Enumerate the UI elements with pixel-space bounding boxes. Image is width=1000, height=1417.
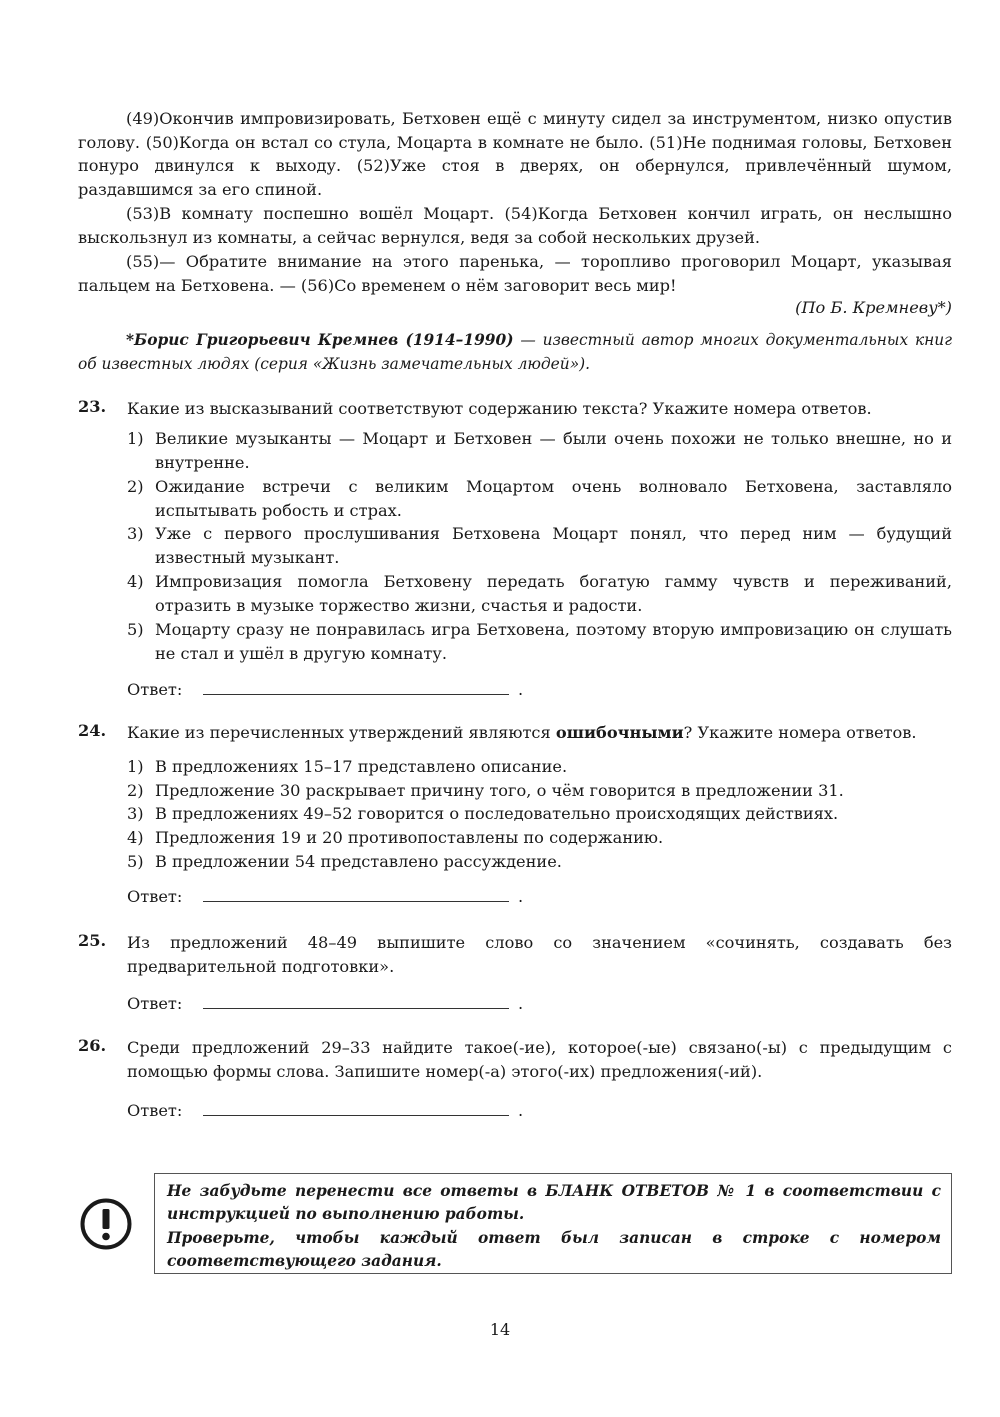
answer-label: Ответ: — [127, 680, 183, 699]
task-23-option-1 — [127, 427, 952, 474]
question-text-end: ? Укажите номера ответов. — [683, 723, 917, 742]
task-24-answer — [127, 883, 523, 906]
answer-label: Ответ: — [127, 887, 183, 906]
exclamation-circle-icon — [79, 1197, 133, 1251]
answer-label: Ответ: — [127, 994, 183, 1013]
option-number: 5) — [127, 620, 144, 639]
task-23-option-5 — [127, 618, 952, 665]
option-text: Ожидание встречи с великим Моцартом очень волновало Бетховена, заставляло испытывать робость и страх. — [155, 477, 952, 520]
task-23-option-4 — [127, 570, 952, 617]
option-number: 4) — [127, 572, 144, 591]
task-24-option-2 — [127, 779, 952, 803]
answer-period: . — [518, 680, 524, 699]
answer-input-line[interactable] — [203, 1097, 509, 1116]
notice-line-1: Не забудьте перенести все ответы в БЛАНК ОТВЕТОВ № 1 в соответствии с инструкцией по выполнению работы. — [167, 1182, 941, 1224]
question-text-start: Какие из перечисленных утверждений являются — [127, 723, 556, 742]
option-number: 4) — [127, 828, 144, 847]
task-23-question: Какие из высказываний соответствуют содержанию текста? Укажите номера ответов. — [127, 399, 872, 418]
footnote-author-name: *Борис Григорьевич Кремнев (1914–1990) — [126, 331, 514, 349]
author-footnote — [78, 329, 952, 376]
task-23-answer — [127, 676, 523, 699]
option-number: 3) — [127, 524, 144, 543]
task-24-option-1 — [127, 755, 952, 779]
answer-period: . — [518, 887, 524, 906]
passage-paragraph-3: (55)— Обратите внимание на этого паренька, — торопливо проговорил Моцарт, указывая пальцем на Бетховена. — (56)Со временем о нём заговорит весь мир! — [78, 252, 952, 295]
answer-label: Ответ: — [127, 1101, 183, 1120]
task-25-number: 25. — [78, 931, 107, 950]
option-number: 2) — [127, 477, 144, 496]
task-24-option-5 — [127, 850, 952, 874]
option-text: Предложения 19 и 20 противопоставлены по содержанию. — [155, 828, 664, 847]
task-24-option-3 — [127, 802, 952, 826]
option-text: В предложениях 15–17 представлено описание. — [155, 757, 568, 776]
option-text: Импровизация помогла Бетховену передать богатую гамму чувств и переживаний, отразить в музыке торжество жизни, счастья и радости. — [155, 572, 952, 615]
passage-paragraph-1: (49)Окончив импровизировать, Бетховен ещё с минуту сидел за инструментом, низко опустив голову. (50)Когда он встал со стула, Моцарта в комнате не было. (51)Не поднимая головы, Бетховен понуро двинулся к выходу. (52)Уже стоя в дверях, он обернулся, привлечённый шумом, раздавшимся за его спиной. — [78, 109, 952, 199]
option-text: Уже с первого прослушивания Бетховена Моцарт понял, что перед ним — будущий известный музыкант. — [155, 524, 952, 567]
passage-source: (По Б. Кремневу*) — [795, 298, 952, 317]
answer-input-line[interactable] — [203, 883, 509, 902]
task-26-question: Среди предложений 29–33 найдите такое(-ие), которое(-ые) связано(-ы) с предыдущим с помощью формы слова. Запишите номер(-а) этого(-их) предложения(-ий). — [127, 1038, 952, 1081]
page-number: 14 — [489, 1320, 511, 1339]
option-number: 2) — [127, 781, 144, 800]
option-text: Великие музыканты — Моцарт и Бетховен — были очень похожи не только внешне, но и внутренне. — [155, 429, 952, 472]
task-25-question: Из предложений 48–49 выпишите слово со значением «сочинять, создавать без предварительной подготовки». — [127, 933, 952, 976]
option-text: В предложении 54 представлено рассуждение. — [155, 852, 562, 871]
task-23-number: 23. — [78, 397, 107, 416]
task-26-answer — [127, 1097, 523, 1120]
answer-period: . — [518, 994, 524, 1013]
footnote-description: — известный автор многих документальных книг об известных людях (серия «Жизнь замечательных людей»). — [78, 331, 952, 373]
task-24-question — [127, 721, 952, 745]
task-25-answer — [127, 990, 523, 1013]
option-number: 3) — [127, 804, 144, 823]
option-text: Моцарту сразу не понравилась игра Бетховена, поэтому вторую импровизацию он слушать не стал и ушёл в другую комнату. — [155, 620, 952, 663]
task-24-option-4 — [127, 826, 952, 850]
option-number: 1) — [127, 757, 144, 776]
reminder-notice — [154, 1173, 952, 1274]
option-number: 1) — [127, 429, 144, 448]
question-emphasis: ошибочными — [555, 723, 684, 742]
option-text: Предложение 30 раскрывает причину того, о чём говорится в предложении 31. — [155, 781, 844, 800]
option-number: 5) — [127, 852, 144, 871]
answer-input-line[interactable] — [203, 990, 509, 1009]
answer-period: . — [518, 1101, 524, 1120]
answer-input-line[interactable] — [203, 676, 509, 695]
passage-paragraph-2: (53)В комнату поспешно вошёл Моцарт. (54)Когда Бетховен кончил играть, он неслышно выскользнул из комнаты, а сейчас вернулся, ведя за собой нескольких друзей. — [78, 204, 952, 247]
task-26-number: 26. — [78, 1036, 107, 1055]
option-text: В предложениях 49–52 говорится о последовательно происходящих действиях. — [155, 804, 839, 823]
task-23-option-2 — [127, 475, 952, 522]
task-23-option-3 — [127, 522, 952, 569]
task-24-number: 24. — [78, 721, 107, 740]
notice-line-2: Проверьте, чтобы каждый ответ был записан в строке с номером соответствующего задания. — [167, 1228, 941, 1271]
